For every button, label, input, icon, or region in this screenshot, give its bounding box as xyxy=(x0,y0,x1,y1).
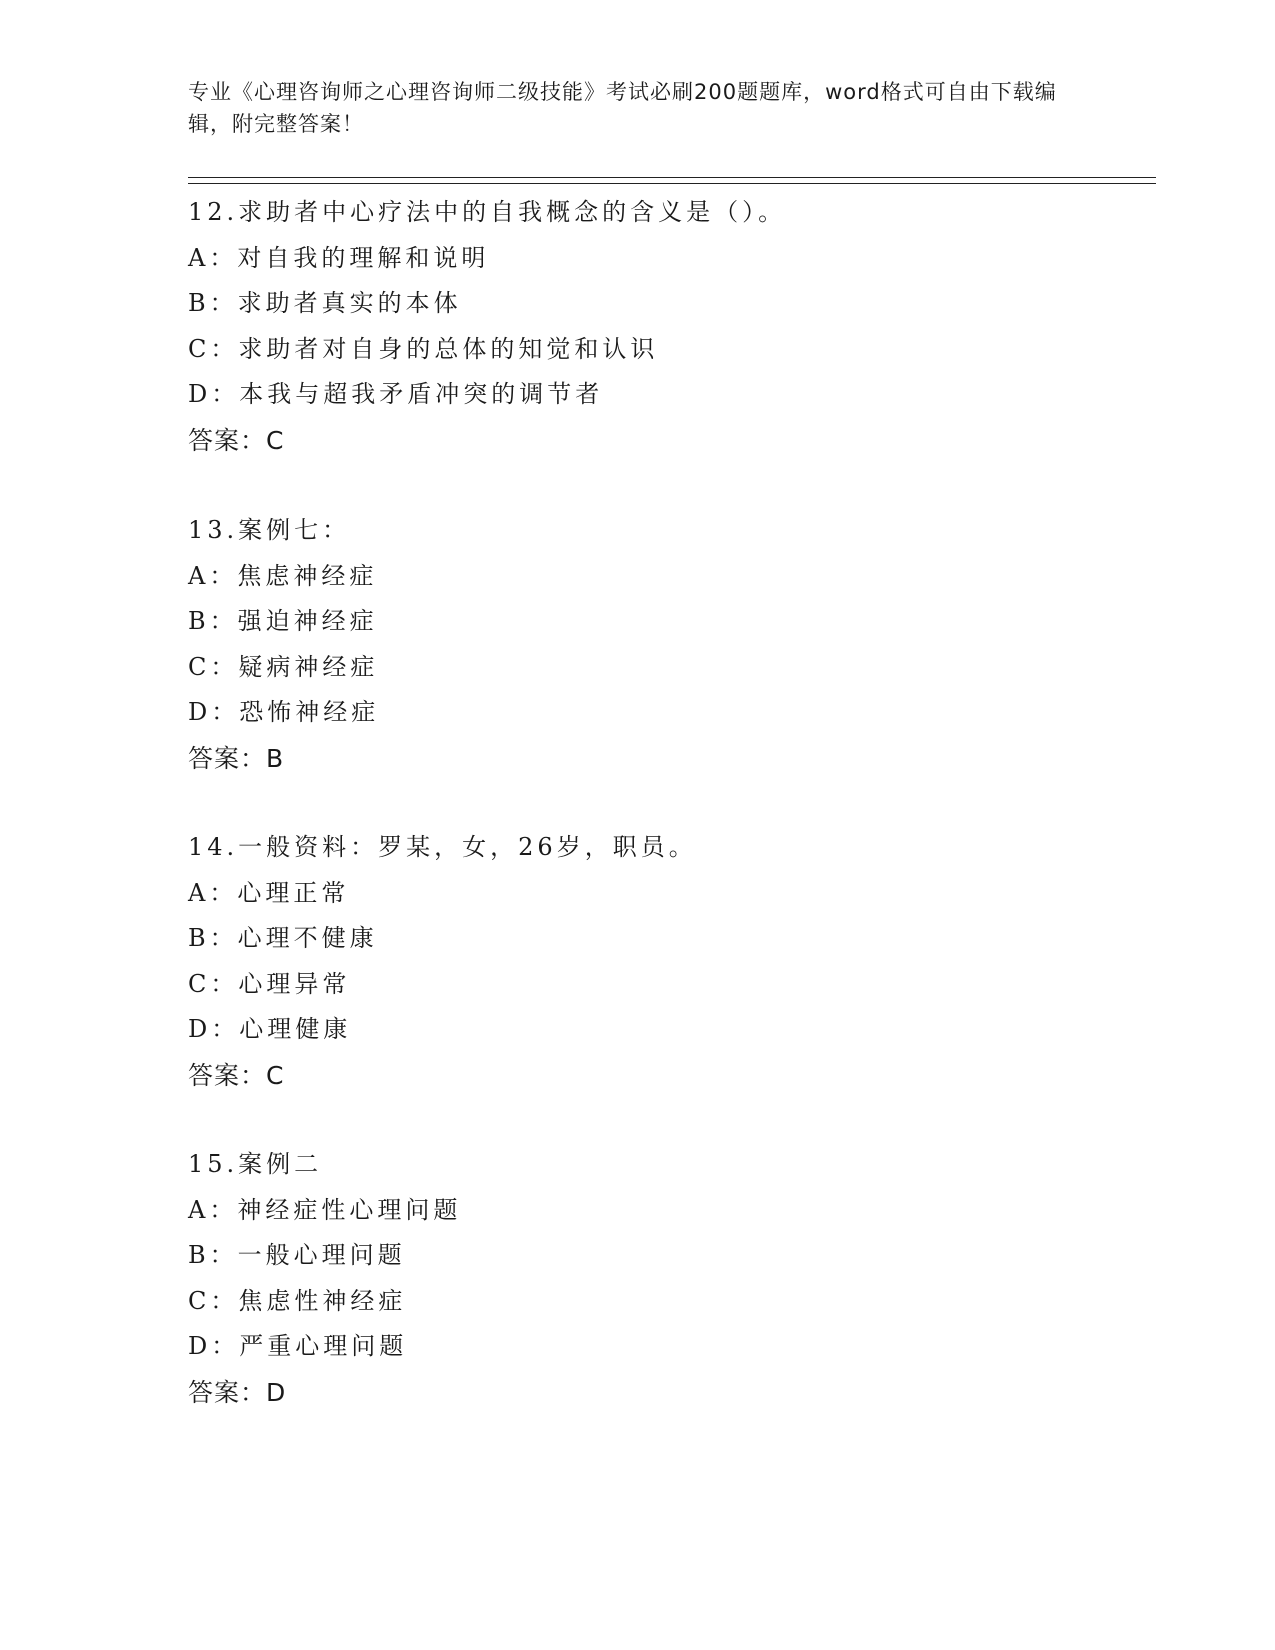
option-a: A：心理正常 xyxy=(188,878,350,907)
question-stem: 12.求助者中心疗法中的自我概念的含义是（）。 xyxy=(188,198,787,226)
option-c: C：疑病神经症 xyxy=(188,652,379,681)
question-stem: 14.一般资料：罗某，女，26岁，职员。 xyxy=(188,833,697,861)
option-b: B：求助者真实的本体 xyxy=(188,289,462,317)
question-stem: 13.案例七： xyxy=(188,516,351,544)
question-block xyxy=(188,1142,1128,1415)
option-d: D：心理健康 xyxy=(188,1015,352,1043)
question-stem: 15.案例二 xyxy=(188,1150,323,1178)
option-d: D：恐怖神经症 xyxy=(188,698,380,726)
option-c: C：心理异常 xyxy=(188,969,351,998)
option-b: B：一般心理问题 xyxy=(188,1241,406,1269)
answer-line: 答案：D xyxy=(188,1377,287,1407)
option-a: A：对自我的理解和说明 xyxy=(188,243,490,272)
option-c: C：求助者对自身的总体的知觉和认识 xyxy=(188,334,659,363)
header-divider-top xyxy=(188,177,1156,178)
answer-line: 答案：C xyxy=(188,1060,285,1090)
option-d: D：本我与超我矛盾冲突的调节者 xyxy=(188,380,604,408)
option-d: D：严重心理问题 xyxy=(188,1332,408,1360)
document-intro: 专业《心理咨询师之心理咨询师二级技能》考试必刷200题题库，word格式可自由下载编辑，附完整答案！ xyxy=(188,80,1057,136)
answer-line: 答案：C xyxy=(188,425,285,455)
option-a: A：焦虑神经症 xyxy=(188,561,378,590)
option-b: B：强迫神经症 xyxy=(188,607,378,635)
option-b: B：心理不健康 xyxy=(188,924,378,952)
question-block xyxy=(188,508,1128,781)
option-c: C：焦虑性神经症 xyxy=(188,1286,407,1315)
question-block xyxy=(188,825,1128,1098)
header-divider-bottom xyxy=(188,183,1156,184)
answer-line: 答案：B xyxy=(188,743,285,773)
option-a: A：神经症性心理问题 xyxy=(188,1195,462,1224)
question-block xyxy=(188,190,1128,463)
